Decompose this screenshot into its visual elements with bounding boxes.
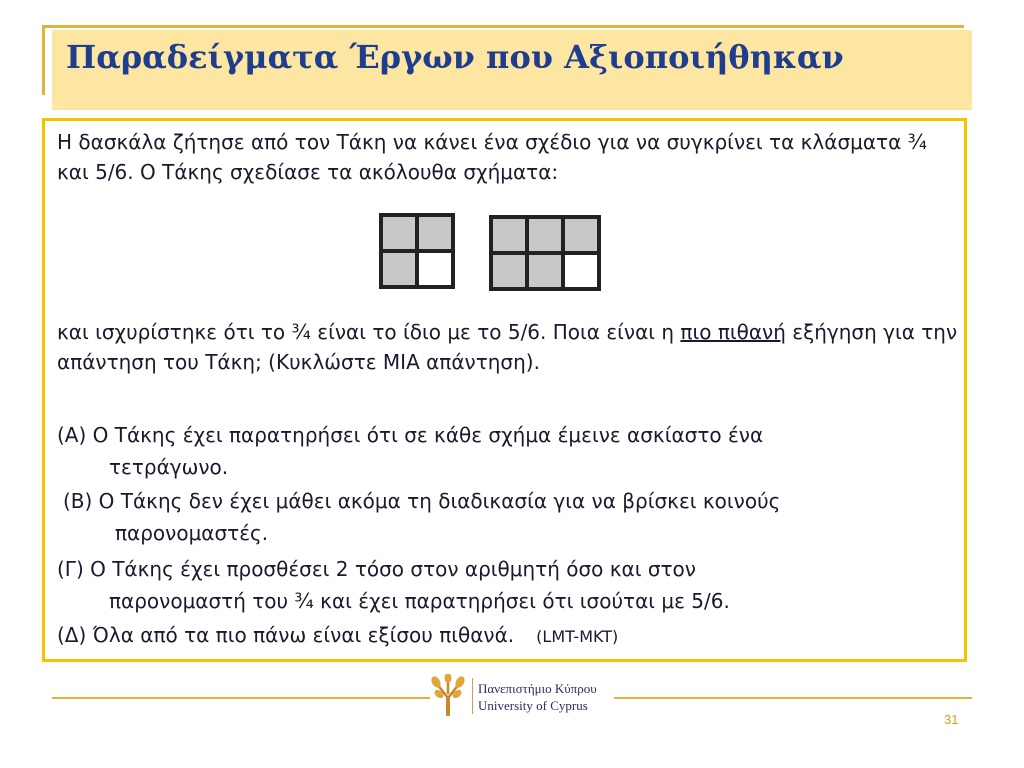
content-box <box>42 118 967 662</box>
figure-1-cell <box>381 251 417 287</box>
university-name-english: University of Cyprus <box>478 698 588 713</box>
figure-2-cell <box>563 253 599 289</box>
olive-tree-icon <box>428 674 468 718</box>
figure-five-sixths <box>489 215 601 291</box>
figure-2-cell <box>527 253 563 289</box>
option-c-line2: παρονομαστή του ¾ και έχει παρατηρήσει ότι ισούται με 5/6. <box>109 589 730 613</box>
problem-question <box>57 317 962 377</box>
figure-1-cell <box>381 215 417 251</box>
figure-2-cell <box>527 217 563 253</box>
figure-2-cell <box>563 217 599 253</box>
logo-text <box>478 680 597 714</box>
figure-1-cell <box>417 251 453 287</box>
option-d[interactable] <box>57 619 957 653</box>
question-emphasis: πιο πιθανή <box>680 320 786 344</box>
problem-intro: Η δασκάλα ζήτησε από τον Τάκη να κάνει ένα σχέδιο για να συγκρίνει τα κλάσματα ¾ και 5/6. Ο Τάκης σχεδίασε τα ακόλουθα σχήματα: <box>57 130 927 184</box>
option-d-line1: (Δ) Όλα από τα πιο πάνω είναι εξίσου πιθανά. <box>57 623 515 647</box>
question-text-b: εξήγηση για την απάντηση του Τάκη; (Κυκλώστε ΜΙΑ απάντηση). <box>57 320 958 374</box>
option-b-line2: παρονομαστές. <box>115 521 269 545</box>
option-b-line1: (Β) Ο Τάκης δεν έχει μάθει ακόμα τη διαδικασία για να βρίσκει κοινούς <box>63 489 781 513</box>
page-number: 31 <box>944 712 959 727</box>
option-a-line1: (Α) Ο Τάκης έχει παρατηρήσει ότι σε κάθε σχήμα έμεινε ασκίαστο ένα <box>57 423 764 447</box>
left-decor-line <box>42 25 45 95</box>
title-bar <box>52 30 972 110</box>
option-c[interactable] <box>57 553 957 617</box>
source-reference: (LMT-MKT) <box>536 627 619 646</box>
footer-line-right <box>614 697 972 699</box>
university-name-greek: Πανεπιστήμιο Κύπρου <box>478 681 597 696</box>
option-a[interactable] <box>57 419 957 483</box>
logo-separator <box>472 678 473 714</box>
option-a-line2: τετράγωνο. <box>109 455 229 479</box>
slide-title: Παραδείγματα Έργων που Αξιοποιήθηκαν <box>66 38 844 76</box>
question-text-a: και ισχυρίστηκε ότι το ¾ είναι το ίδιο με το 5/6. Ποια είναι η <box>57 320 681 344</box>
university-logo <box>428 674 618 718</box>
figure-1-cell <box>417 215 453 251</box>
option-c-line1: (Γ) Ο Τάκης έχει προσθέσει 2 τόσο στον αριθμητή όσο και στον <box>57 557 696 581</box>
figure-2-cell <box>491 217 527 253</box>
figure-three-quarters <box>379 213 455 289</box>
top-decor-line <box>42 25 964 28</box>
figure-2-cell <box>491 253 527 289</box>
fraction-figures <box>45 213 964 293</box>
option-b[interactable] <box>57 485 963 549</box>
footer-line-left <box>52 697 430 699</box>
